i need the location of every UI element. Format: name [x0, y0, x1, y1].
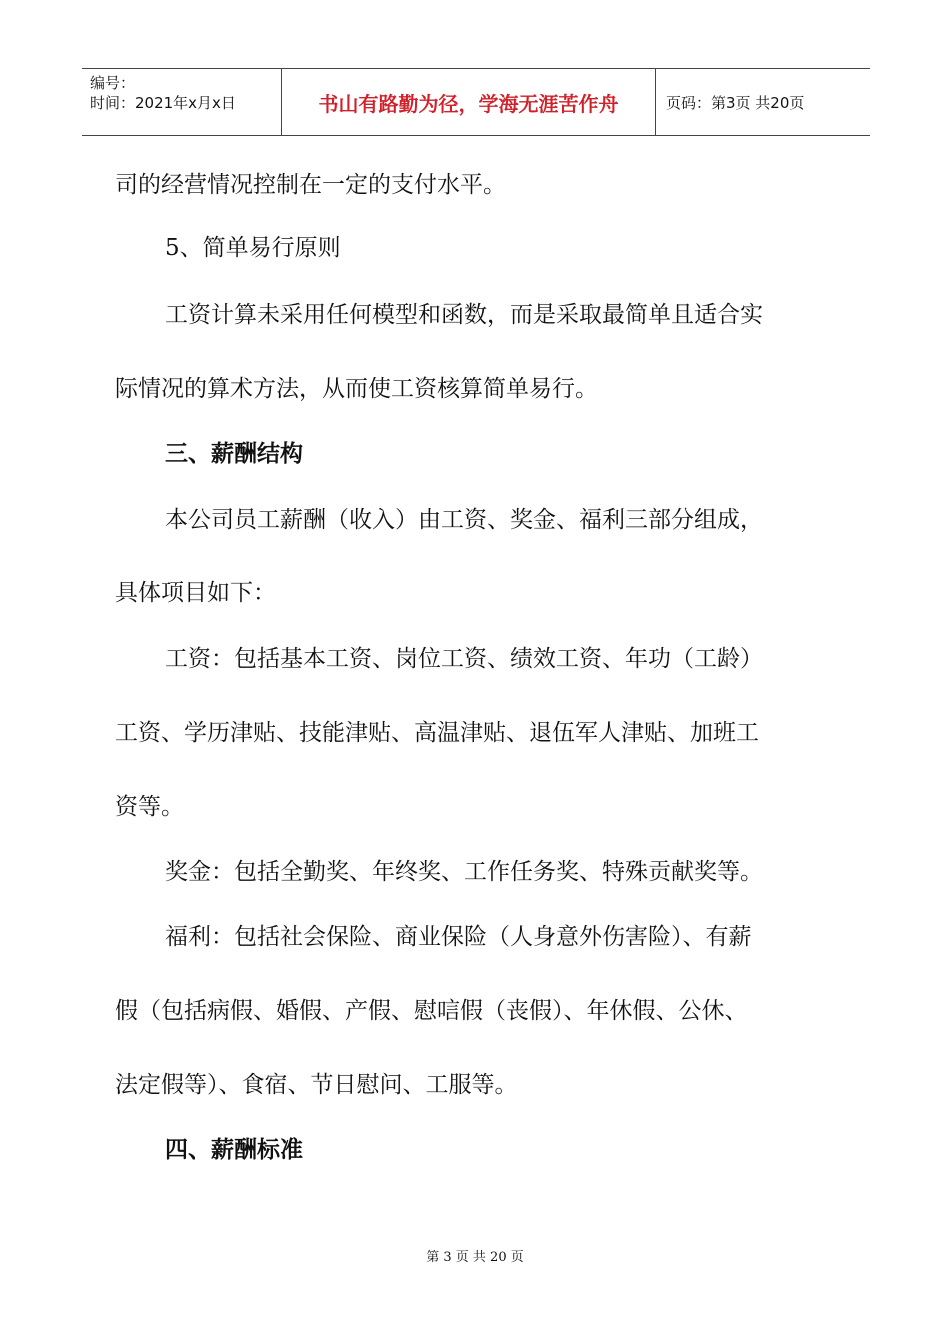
time-label: 时间：2021年x月x日	[90, 94, 236, 112]
paragraph-line: 奖金：包括全勤奖、年终奖、工作任务奖、特殊贡献奖等。	[165, 859, 763, 885]
paragraph-line: 具体项目如下：	[115, 580, 276, 606]
paragraph-line: 工资、学历津贴、技能津贴、高温津贴、退伍军人津贴、加班工	[115, 720, 759, 746]
paragraph-line: 法定假等）、食宿、节日慰问、工服等。	[115, 1072, 518, 1098]
section-heading: 四、薪酬标准	[165, 1136, 303, 1163]
header-meta	[82, 69, 282, 135]
paragraph-line: 司的经营情况控制在一定的支付水平。	[115, 172, 506, 198]
section-heading: 三、薪酬结构	[165, 440, 303, 467]
number-label: 编号：	[90, 74, 136, 92]
paragraph-line: 本公司员工薪酬（收入）由工资、奖金、福利三部分组成，	[165, 507, 763, 533]
paragraph-line: 假（包括病假、婚假、产假、慰唁假（丧假）、年休假、公休、	[115, 998, 748, 1024]
subheading: 5、简单易行原则	[165, 235, 341, 261]
paragraph-line: 福利：包括社会保险、商业保险（人身意外伤害险）、有薪	[165, 924, 752, 950]
paragraph-line: 工资计算未采用任何模型和函数，而是采取最简单且适合实	[165, 302, 763, 328]
header-page-info: 页码：第3页 共20页	[666, 93, 805, 112]
header-motto: 书山有路勤为径，学海无涯苦作舟	[282, 69, 656, 135]
page-header	[82, 68, 870, 136]
paragraph-line: 资等。	[115, 794, 184, 820]
page-footer: 第 3 页 共 20 页	[426, 1250, 524, 1265]
paragraph-line: 际情况的算术方法，从而使工资核算简单易行。	[115, 376, 598, 402]
paragraph-line: 工资：包括基本工资、岗位工资、绩效工资、年功（工龄）	[165, 646, 763, 672]
